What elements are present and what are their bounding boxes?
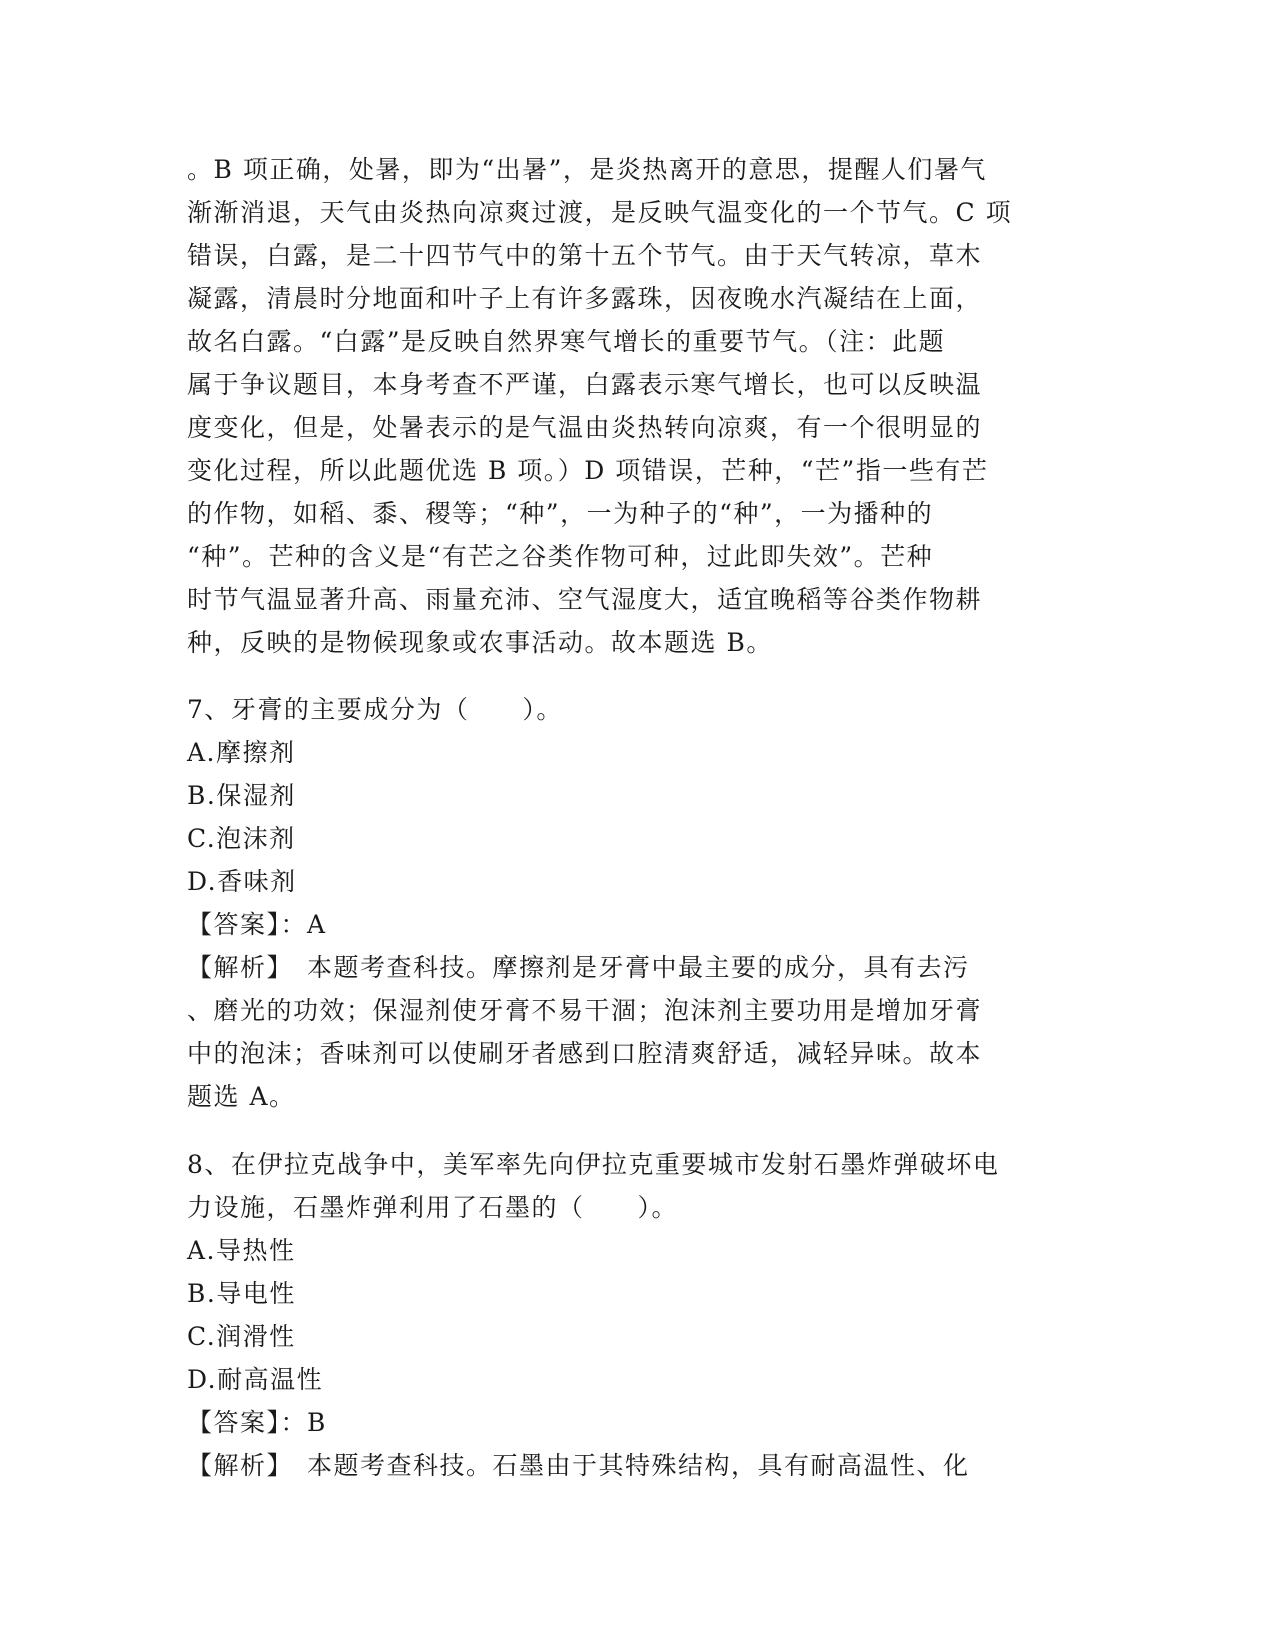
question-7-answer: 【答案】：A (187, 910, 327, 939)
question-7-stem: 7、牙膏的主要成分为（ ）。 (187, 695, 563, 724)
question-8-answer: 【答案】：B (187, 1408, 327, 1437)
question-8-stem-line: 8、在伊拉克战争中，美军率先向伊拉克重要城市发射石墨炸弹破坏电 (187, 1150, 1000, 1179)
question-7-option-d: D.香味剂 (187, 867, 297, 896)
question-7-explanation-line: 、磨光的功效；保湿剂使牙膏不易干涸；泡沫剂主要功用是增加牙膏 (187, 996, 983, 1025)
question-8-option-c: C.润滑性 (187, 1322, 296, 1351)
question-8-stem-line: 力设施，石墨炸弹利用了石墨的（ ）。 (187, 1193, 679, 1222)
question-8-option-b: B.导电性 (187, 1279, 296, 1308)
prev-explanation-line: 变化过程，所以此题优选 B 项。）D 项错误，芒种，“芒”指一些有芒 (187, 456, 989, 485)
prev-explanation-line: 故名白露。“白露”是反映自然界寒气增长的重要节气。（注：此题 (187, 327, 946, 356)
prev-explanation-line: 属于争议题目，本身考查不严谨，白露表示寒气增长，也可以反映温 (187, 370, 983, 399)
question-7-explanation-line: 中的泡沫；香味剂可以使刷牙者感到口腔清爽舒适，减轻异味。故本 (187, 1039, 983, 1068)
prev-explanation-line: 种，反映的是物候现象或农事活动。故本题选 B。 (187, 628, 773, 657)
question-8-option-a: A.导热性 (187, 1236, 296, 1265)
prev-explanation-line: 。B 项正确，处暑，即为“出暑”，是炎热离开的意思，提醒人们暑气 (187, 155, 987, 184)
prev-explanation-line: 渐渐消退，天气由炎热向凉爽过渡，是反映气温变化的一个节气。C 项 (187, 198, 1013, 227)
question-7-explanation-line: 题选 A。 (187, 1082, 296, 1111)
prev-explanation-line: 的作物，如稻、黍、稷等；“种”，一为种子的“种”，一为播种的 (187, 499, 934, 528)
prev-explanation-line: 错误，白露，是二十四节气中的第十五个节气。由于天气转凉，草木 (187, 241, 983, 270)
prev-explanation-line: 凝露，清晨时分地面和叶子上有许多露珠，因夜晚水汽凝结在上面， (187, 284, 983, 313)
question-8-explanation-line: 【解析】 本题考查科技。石墨由于其特殊结构，具有耐高温性、化 (187, 1451, 970, 1480)
question-7-option-c: C.泡沫剂 (187, 824, 296, 853)
prev-explanation-line: 时节气温显著升高、雨量充沛、空气湿度大，适宜晚稻等谷类作物耕 (187, 585, 983, 614)
question-8-option-d: D.耐高温性 (187, 1365, 324, 1394)
question-7-option-a: A.摩擦剂 (187, 738, 296, 767)
question-7-option-b: B.保湿剂 (187, 781, 296, 810)
prev-explanation-line: 度变化，但是，处暑表示的是气温由炎热转向凉爽，有一个很明显的 (187, 413, 983, 442)
prev-explanation-line: “种”。芒种的含义是“有芒之谷类作物可种，过此即失效”。芒种 (187, 542, 934, 571)
question-7-explanation-line: 【解析】 本题考查科技。摩擦剂是牙膏中最主要的成分，具有去污 (187, 953, 970, 982)
